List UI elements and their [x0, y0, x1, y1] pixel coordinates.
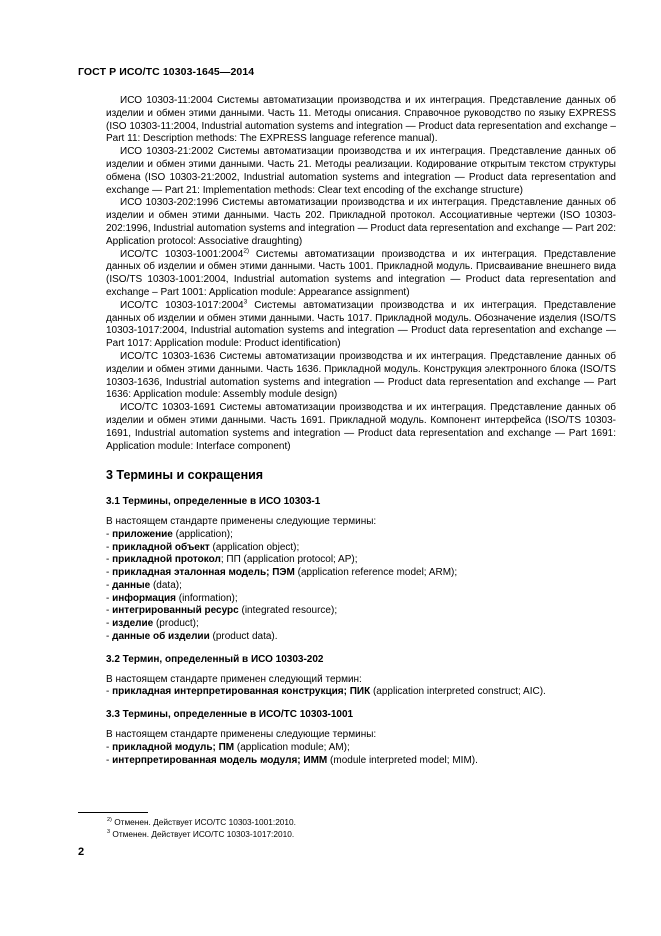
subsection-intro: В настоящем стандарте применен следующий термин: [106, 673, 362, 685]
subsection-title: 3.3 Термины, определенные в ИСО/ТС 10303-1001 [106, 709, 354, 721]
term-item: - прикладной протокол; ПП (application protocol; AP); [106, 554, 358, 566]
term-item: - прикладная интерпретированная конструкция; ПИК (application interpreted construct; AIC). [106, 686, 546, 698]
subsection-title: 3.1 Термины, определенные в ИСО 10303-1 [106, 496, 321, 508]
document-body [106, 95, 616, 767]
footnote-mark: 2) [243, 247, 250, 255]
term-list [106, 742, 616, 768]
term-item: - информация (information); [106, 592, 238, 604]
subsection-title: 3.2 Термин, определенный в ИСО 10303-202 [106, 653, 324, 665]
term-item: - прикладная эталонная модель; ПЭМ (application reference model; ARM); [106, 567, 458, 579]
footnote: $^{2)}$ Отменен. Действует ИСО/ТС 10303-1001:2010. [107, 817, 296, 827]
footnote-mark: 3 [243, 298, 248, 306]
term-item: - приложение (application); [106, 528, 233, 540]
reference-item: ИСО/ТС 10303-1691 Системы автоматизации производства и их интеграция. Представление данных об изделии и обмен этими данными. Часть 1691. Прикладной модуль. Компонент интерфейса (ISO/TS 10303-1691, Industrial automation systems and integration — Product data representation and exchange — Part 1691: Application module: Interface component) [106, 402, 616, 452]
reference-item: ИСО/ТС 10303-1636 Системы автоматизации производства и их интеграция. Представление данных об изделии и обмен этими данными. Часть 1636. Прикладной модуль. Конструкция электронного блока (ISO/TS 10303-1636, Industrial automation systems and integration — Product data representation and exchange — Part 1636: Application module: Assembly module design) [106, 350, 616, 401]
subsection-intro: В настоящем стандарте применены следующие термины: [106, 515, 377, 527]
reference-item: ИСО 10303-202:1996 Системы автоматизации производства и их интеграция. Представление данных об изделии и обмен этими данными. Часть 202. Прикладной протокол. Ассоциативные чертежи (ISO 10303-202:1996, Industrial automation systems and integration — Product data representation and exchange — Part 202: Application protocol: Associative draughting) [106, 197, 616, 247]
term-item: - изделие (product); [106, 618, 199, 630]
term-item: - интерпретированная модель модуля; ИММ (module interpreted model; MIM). [106, 754, 478, 766]
document-header: ГОСТ Р ИСО/ТС 10303-1645—2014 [78, 66, 255, 78]
term-item: - данные об изделии (product data). [106, 631, 278, 643]
term-list [106, 686, 616, 699]
footnote: $^3$ Отменен. Действует ИСО/ТС 10303-1017:2010. [107, 829, 295, 839]
term-item: - интегрированный ресурс (integrated resource); [106, 605, 338, 617]
normative-references [106, 95, 616, 453]
term-item: - прикладной модуль; ПМ (application module; AM); [106, 741, 350, 753]
section-title: 3 Термины и сокращения [106, 468, 264, 483]
term-item: - прикладной объект (application object); [106, 541, 300, 553]
term-list [106, 529, 616, 644]
reference-item: ИСО/ТС 10303-1001:2004$^{2)}$ Системы автоматизации производства и их интеграция. Представление данных об изделии и обмен этими данными. Часть 1001. Прикладной модуль. Присваивание внешнего вида (ISO/TS 10303-1001:2004, Industrial automation systems and integration — Product data representation and exchange – Part 1001: Application module: Appearance assignment) [106, 247, 616, 298]
reference-item: ИСО/ТС 10303-1017:2004$^3$ Системы автоматизации производства и их интеграция. Представление данных об изделии и обмен этими данными. Часть 1017. Прикладной модуль. Обозначение изделия (ISO/TS 10303-1017:2004, Industrial automation systems and integration — Product data representation and exchange — Part 1017: Application module: Product identification) [106, 298, 616, 350]
page-number: 2 [78, 846, 85, 858]
subsection-intro: В настоящем стандарте применены следующие термины: [106, 729, 377, 741]
footnote-divider [78, 812, 148, 813]
reference-item: ИСО 10303-11:2004 Системы автоматизации производства и их интеграция. Представление данных об изделии и обмен этими данными. Часть 11. Методы описания. Справочное руководство по языку EXPRESS (ISO 10303-11:2004, Industrial automation systems and integration — Product data representation and exchange – Part 11: Description methods: The EXPRESS language reference manual). [106, 95, 616, 145]
reference-item: ИСО 10303-21:2002 Системы автоматизации производства и их интеграция. Представление данных об изделии и обмен этими данными. Часть 21. Методы реализации. Кодирование открытым текстом структуры обмена (ISO 10303-21:2002, Industrial automation systems and integration — Product data representation and exchange — Part 21: Implementation methods: Clear text encoding of the exchange structure) [106, 146, 616, 196]
term-item: - данные (data); [106, 579, 182, 591]
